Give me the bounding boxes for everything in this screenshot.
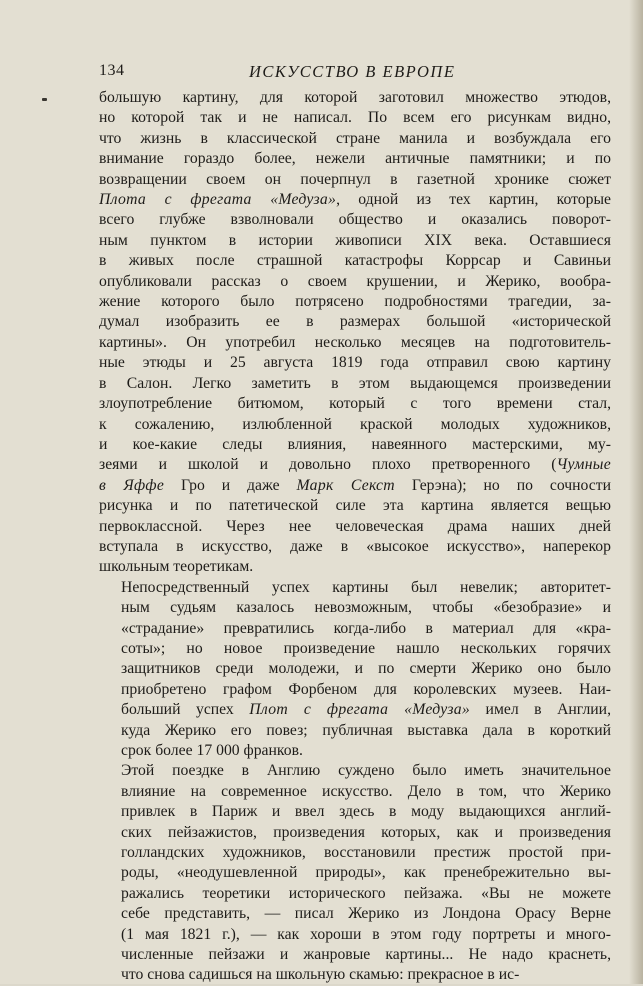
- text-line: [99, 149, 611, 169]
- text-line: [99, 598, 611, 618]
- text-run: (1 мая 1821 г.), — как хороши в этом году портреты и много-: [121, 925, 611, 943]
- text-line: [99, 170, 611, 190]
- text-run: ные этюды и 25 августа 1819 года отправил свою картину: [99, 354, 611, 372]
- body-text: [99, 88, 611, 986]
- running-head: [99, 62, 609, 84]
- text-run: ным пунктом в истории живописи XIX века. Оставшиеся: [99, 231, 611, 249]
- running-title: ИСКУССТВО В ЕВРОПЕ: [249, 62, 456, 81]
- text-run: всего глубже взволновали общество и оказались поворот-: [99, 211, 611, 229]
- text-run: срок более 17 000 франков.: [121, 742, 303, 759]
- text-run: что жизнь в классической стране манила и возбуждала его: [99, 129, 611, 147]
- text-line: [99, 517, 611, 537]
- italic-title: Плот с фрегата «Медуза»: [249, 701, 471, 719]
- text-run: опубликовали рассказ о своем крушении, и Жерико, вообра-: [99, 272, 611, 290]
- text-line: [99, 292, 611, 312]
- text-line: [99, 578, 611, 598]
- text-run: , одной из тех картин, которые: [336, 191, 611, 209]
- margin-mark: [42, 98, 47, 101]
- text-line: [99, 721, 611, 741]
- text-run: школьным теоретикам.: [99, 558, 254, 576]
- text-line: [99, 88, 611, 108]
- text-run: рисунка и по патетической силе эта картина является вещью: [99, 497, 611, 515]
- text-run: злоупотребление битюмом, который с того времени стал,: [99, 395, 611, 413]
- text-line: [99, 659, 611, 679]
- text-line: [99, 312, 611, 332]
- text-run: но которой так и не написал. По всем его рисункам видно,: [99, 109, 611, 127]
- italic-title: в Яффе: [99, 476, 165, 494]
- text-line: [99, 925, 611, 945]
- text-run: жение которого было потрясено подробностями трагедии, за-: [99, 293, 611, 311]
- text-run: куда Жерико его повез; публичная выставка дала в короткий: [121, 721, 611, 739]
- text-run: Этой поездке в Англию суждено было иметь значительное: [121, 762, 611, 780]
- text-run: роды, «неодушевленной природы», как пренебрежительно вы-: [121, 864, 611, 882]
- paragraph: [99, 761, 611, 985]
- text-line: [99, 476, 611, 496]
- text-run: влияние на современное искусство. Дело в том, что Жерико: [121, 782, 611, 800]
- italic-title: Марк Секст: [296, 476, 395, 494]
- text-line: [99, 353, 611, 373]
- text-line: [99, 700, 611, 720]
- text-run: приобретено графом Форбеном для королевских музеев. Наи-: [121, 680, 611, 698]
- text-run: привлек в Париж и ввел здесь в моду выдающихся англий-: [121, 803, 611, 821]
- text-run: соты»; но новое произведение нашло нескольких горячих: [121, 639, 611, 657]
- italic-title: Чумные: [556, 456, 611, 474]
- text-line: [99, 231, 611, 251]
- text-line: [99, 884, 611, 904]
- text-run: ражались теоретики исторического пейзажа. «Вы не можете: [121, 884, 611, 902]
- text-line: [99, 129, 611, 149]
- text-run: к сожалению, излюбленной краской молодых художников,: [99, 415, 611, 433]
- text-line: [99, 374, 611, 394]
- text-line: [99, 639, 611, 659]
- text-run: ным судьям казалось невозможным, чтобы «безобразие» и: [121, 599, 611, 617]
- text-line: [99, 415, 611, 435]
- text-run: «страдание» превратились когда-либо в материал для «кра-: [121, 619, 611, 637]
- text-line: [99, 496, 611, 516]
- text-line: [99, 802, 611, 822]
- text-run: защитников среди молодежи, и по смерти Жерико оно было: [121, 660, 611, 678]
- text-line: [99, 251, 611, 271]
- text-line: [99, 619, 611, 639]
- text-run: численные пейзажи и жанровые картины... Не надо краснеть,: [121, 946, 611, 964]
- text-run: больший успех: [121, 701, 250, 719]
- text-run: что снова садишься на школьную скамью: прекрасное в ис-: [121, 966, 520, 984]
- text-run: первоклассной. Через нее человеческая драма наших дней: [99, 517, 611, 535]
- text-line: [99, 904, 611, 924]
- text-run: Гро и даже: [164, 476, 297, 494]
- text-line: [99, 210, 611, 230]
- text-line: [99, 537, 611, 557]
- text-line: [99, 394, 611, 414]
- text-line: [99, 333, 611, 353]
- text-run: картины». Он употребил несколько месяцев на подготовитель-: [99, 333, 611, 351]
- text-line: [99, 680, 611, 700]
- text-line: [99, 823, 611, 843]
- text-run: в Салон. Легко заметить в этом выдающемся произведении: [99, 374, 611, 392]
- text-run: думал изобразить ее в размерах большой «исторической: [99, 313, 611, 331]
- text-line: [99, 190, 611, 210]
- text-run: имел в Англии,: [470, 701, 611, 719]
- text-run: зеями и школой и довольно плохо претворенного (: [99, 456, 557, 474]
- text-run: ских пейзажистов, произведения которых, как и произведения: [121, 823, 611, 841]
- text-run: голландских художников, восстановили престиж простой при-: [121, 844, 611, 862]
- text-line: [99, 761, 611, 781]
- text-run: себе представить, — писал Жерико из Лондона Орасу Верне: [121, 905, 611, 923]
- text-line: [99, 863, 611, 883]
- paragraph: [99, 88, 611, 578]
- text-line: [99, 272, 611, 292]
- text-run: вступала в искусство, даже в «высокое искусство», наперекор: [99, 537, 611, 555]
- text-run: возвращении своем он почерпнул в газетной хронике сюжет: [99, 170, 611, 188]
- text-line: [99, 455, 611, 475]
- text-line: [99, 843, 611, 863]
- text-line: [99, 435, 611, 455]
- text-line: [99, 557, 611, 577]
- text-run: в живых после страшной катастрофы Коррсар и Савиньи: [99, 252, 611, 270]
- text-run: и кое-какие следы влияния, навеянного мастерскими, му-: [99, 435, 611, 453]
- text-line: [99, 965, 611, 985]
- text-line: [99, 945, 611, 965]
- text-run: внимание гораздо более, нежели античные памятники; и по: [99, 150, 611, 168]
- text-run: большую картину, для которой заготовил множество этюдов,: [99, 89, 611, 106]
- text-run: Непосредственный успех картины был невелик; авторитет-: [121, 578, 611, 596]
- text-run: Герэна); но по сочности: [394, 476, 611, 494]
- text-line: [99, 108, 611, 128]
- text-line: [99, 782, 611, 802]
- page-number: 134: [99, 62, 125, 79]
- italic-title: Плота с фрегата «Медуза»: [99, 191, 337, 209]
- paragraph: [99, 578, 611, 762]
- text-line: [99, 741, 611, 761]
